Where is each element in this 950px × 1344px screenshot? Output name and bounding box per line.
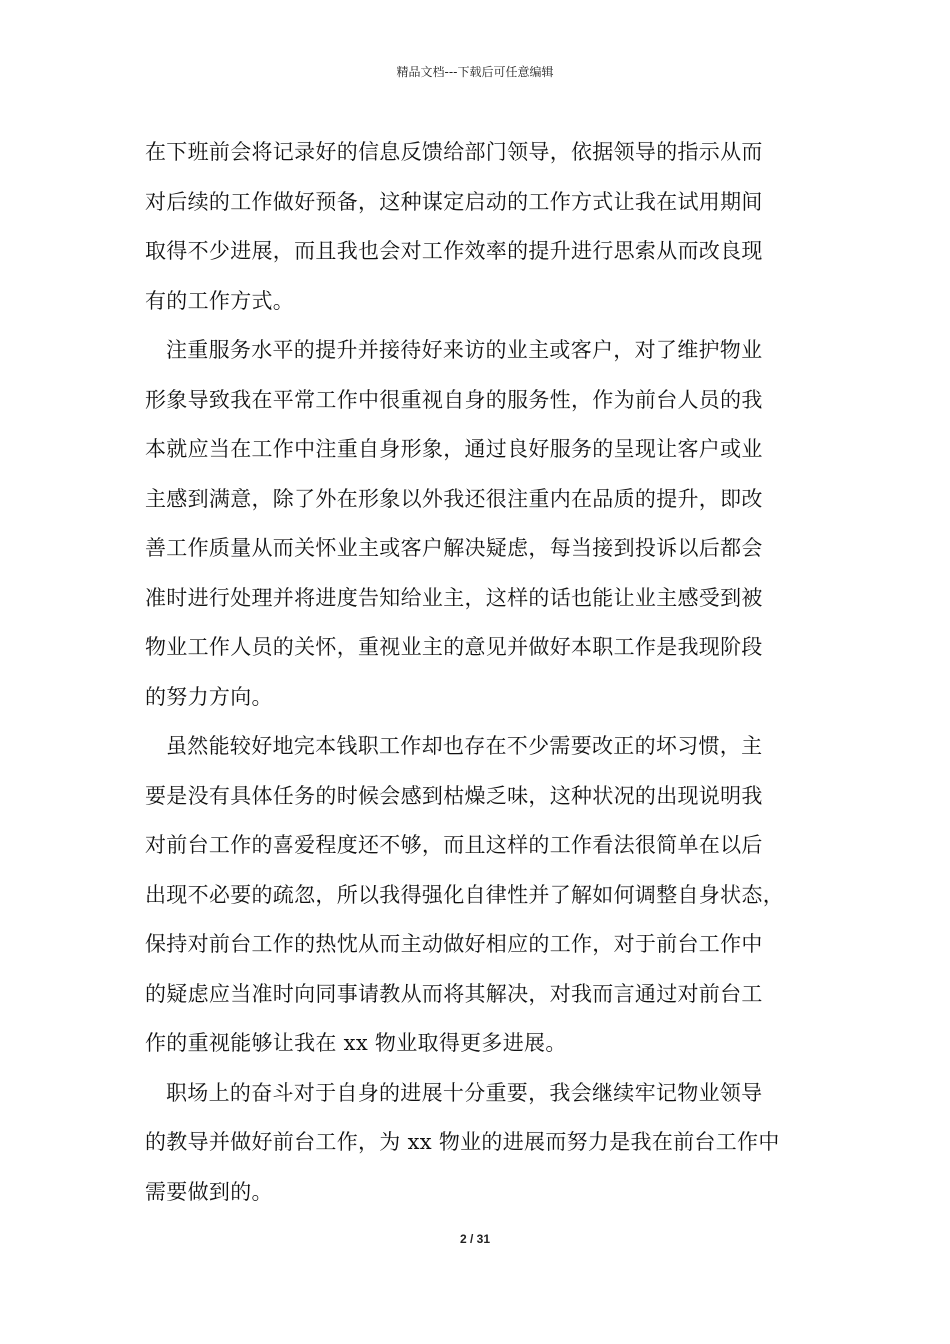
paragraph-line: 虽然能较好地完本钱职工作却也存在不少需要改正的坏习惯，主 [166,734,763,758]
paragraph-line: 需要做到的。 [145,1179,273,1204]
paragraph-4 [145,1069,810,1218]
paragraph-line: 善工作质量从而关怀业主或客户解决疑虑，每当接到投诉以后都会 [145,536,763,560]
paragraph-line: 本就应当在工作中注重自身形象，通过良好服务的呈现让客户或业 [145,437,763,461]
paragraph-line: 的努力方向。 [145,684,273,709]
paragraph-line: 形象导致我在平常工作中很重视自身的服务性，作为前台人员的我 [145,387,763,412]
paragraph-line: 在下班前会将记录好的信息反馈给部门领导，依据领导的指示从而 [145,140,763,164]
paragraph-2 [145,326,810,722]
paragraph-line: 物业工作人员的关怀，重视业主的意见并做好本职工作是我现阶段 [145,635,763,659]
paragraph-line: 保持对前台工作的热忱从而主动做好相应的工作，对于前台工作中 [145,932,763,956]
paragraph-line: 的教导并做好前台工作，为 xx 物业的进展而努力是我在前台工作中 [145,1130,780,1154]
document-body [145,128,810,1217]
paragraph-line: 对前台工作的喜爱程度还不够，而且这样的工作看法很简单在以后 [145,833,763,857]
paragraph-line: 取得不少进展，而且我也会对工作效率的提升进行思索从而改良现 [145,239,763,263]
paragraph-1 [145,128,810,326]
paragraph-3 [145,722,810,1069]
paragraph-line: 出现不必要的疏忽，所以我得强化自律性并了解如何调整自身状态， [145,882,784,907]
paragraph-line: 准时进行处理并将进度告知给业主，这样的话也能让业主感受到被 [145,585,763,610]
paragraph-line: 的疑虑应当准时向同事请教从而将其解决，对我而言通过对前台工 [145,981,763,1006]
paragraph-line: 对后续的工作做好预备，这种谋定启动的工作方式让我在试用期间 [145,189,763,214]
page-number: 2 / 31 [459,1232,491,1246]
paragraph-line: 有的工作方式。 [145,288,295,313]
paragraph-line: 职场上的奋斗对于自身的进展十分重要，我会继续牢记物业领导 [166,1080,763,1105]
paragraph-line: 作的重视能够让我在 xx 物业取得更多进展。 [145,1031,567,1055]
paragraph-line: 注重服务水平的提升并接待好来访的业主或客户，对了维护物业 [166,338,763,362]
paragraph-line: 主感到满意，除了外在形象以外我还很注重内在品质的提升，即改 [145,486,763,511]
page-header: 精品文档---下载后可任意编辑 [396,65,554,79]
paragraph-line: 要是没有具体任务的时候会感到枯燥乏味，这种状况的出现说明我 [145,783,763,808]
